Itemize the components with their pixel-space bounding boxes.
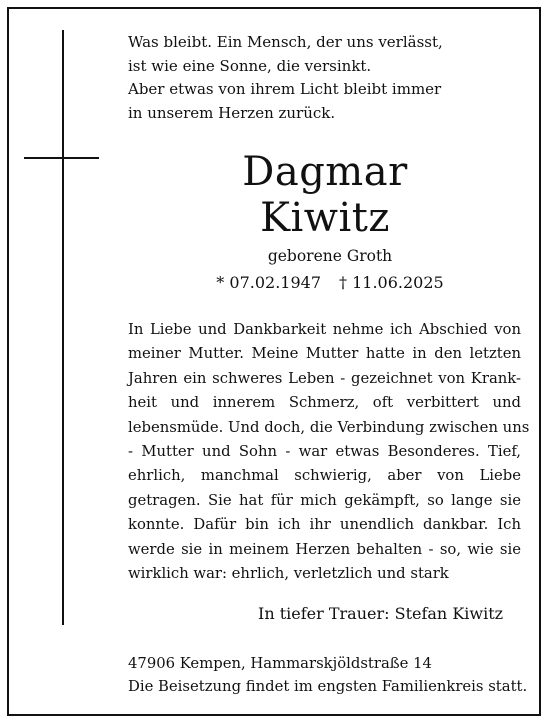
farewell-line: Jahren ein schweres Leben - gezeichnet von Krank- xyxy=(128,369,521,387)
deceased-last-name: Kiwitz xyxy=(260,195,390,241)
cross-horizontal-beam xyxy=(24,157,99,159)
farewell-line: meiner Mutter. Meine Mutter hatte in den letzten xyxy=(128,345,521,363)
poem xyxy=(128,31,528,125)
death-date: † 11.06.2025 xyxy=(339,273,444,292)
mourner-signature: In tiefer Trauer: Stefan Kiwitz xyxy=(258,604,504,623)
cross-vertical-beam xyxy=(62,30,64,625)
poem-line: Aber etwas von ihrem Licht bleibt immer xyxy=(128,80,442,98)
farewell-line: wirklich war: ehrlich, verletzlich und stark xyxy=(128,565,449,583)
farewell-line: heit und innerem Schmerz, oft verbittert und xyxy=(128,394,521,412)
farewell-line: lebensmüde. Und doch, die Verbindung zwischen uns xyxy=(128,418,530,436)
poem-line: in unserem Herzen zurück. xyxy=(128,103,336,122)
farewell-line: - Mutter und Sohn - war etwas Besonderes. Tief, xyxy=(128,443,521,461)
birth-date: * 07.02.1947 xyxy=(216,273,321,292)
life-dates xyxy=(115,273,545,292)
poem-line: ist wie eine Sonne, die versinkt. xyxy=(128,56,372,75)
poem-line: Was bleibt. Ein Mensch, der uns verlässt, xyxy=(128,33,443,51)
footer xyxy=(128,653,528,698)
farewell-line: konnte. Dafür bin ich ihr unendlich dankbar. Ich xyxy=(128,516,521,534)
deceased-first-name: Dagmar xyxy=(242,149,408,195)
funeral-note: Die Beisetzung findet im engsten Familienkreis statt. xyxy=(128,677,528,695)
mourning-address: 47906 Kempen, Hammarskjöldstraße 14 xyxy=(128,655,432,672)
birth-name: geborene Groth xyxy=(267,247,393,265)
farewell-line: ehrlich, manchmal schwierig, aber von Liebe xyxy=(128,467,521,485)
farewell-line: getragen. Sie hat für mich gekämpft, so lange sie xyxy=(128,491,521,509)
farewell-text xyxy=(128,318,530,586)
farewell-line: In Liebe und Dankbarkeit nehme ich Abschied von xyxy=(128,321,521,338)
farewell-line: werde sie in meinem Herzen behalten - so, wie sie xyxy=(128,540,521,558)
